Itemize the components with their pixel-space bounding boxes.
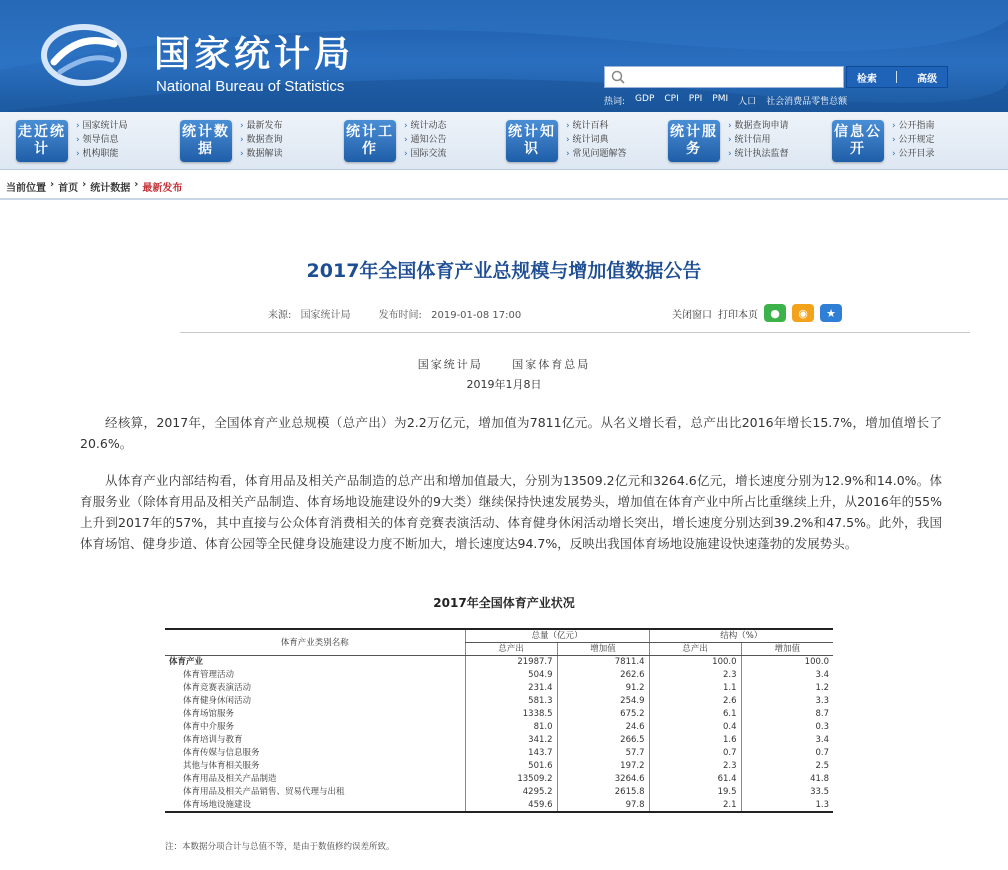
row-name-cell: 体育管理活动 [183,670,235,680]
issuer: 国家体育总局 [512,358,591,371]
nav-tile-knowledge[interactable]: 统计知识 [506,120,558,162]
article-issuers [0,356,1008,372]
value-cell: 197.2 [557,760,649,773]
nav-link[interactable]: › 通知公告 [404,134,446,147]
value-cell: 266.5 [557,734,649,747]
nav-links [240,120,282,161]
hotwords [604,94,847,107]
row-name-cell: 体育中介服务 [183,722,235,732]
value-cell: 21987.7 [465,656,557,669]
article-time [379,306,522,321]
nav-link[interactable]: › 统计信用 [728,134,788,147]
print-link[interactable]: 打印本页 [718,309,758,321]
value-cell: 3.4 [741,734,833,747]
site-name-en: National Bureau of Statistics [156,78,345,95]
article-source [268,306,351,321]
value-cell: 2.6 [649,695,741,708]
article-tools [672,304,842,322]
table-body [165,656,833,812]
wechat-share-icon[interactable]: ● [764,304,786,322]
row-name-cell: 体育传媒与信息服务 [183,748,260,758]
value-cell: 254.9 [557,695,649,708]
nav-group-service [668,120,788,162]
value-cell: 2.3 [649,669,741,682]
nav-link[interactable]: › 统计词典 [566,134,626,147]
chevron-right-icon: › [82,179,87,190]
value-cell: 33.5 [741,786,833,799]
table-note: 注：本数据分项合计与总值不等，是由于数值修约误差所致。 [165,842,395,852]
main-nav [0,112,1008,170]
table-title: 2017年全国体育产业状况 [433,596,575,610]
table-row [165,656,833,669]
hotword-link[interactable]: GDP [635,94,655,104]
nav-tile-service[interactable]: 统计服务 [668,120,720,162]
row-name-cell: 体育场馆服务 [183,709,235,719]
nav-links [728,120,788,161]
value-cell: 3264.6 [557,773,649,786]
value-cell: 143.7 [465,747,557,760]
value-cell: 1.1 [649,682,741,695]
value-cell: 2615.8 [557,786,649,799]
value-cell: 81.0 [465,721,557,734]
value-cell: 341.2 [465,734,557,747]
value-cell: 6.1 [649,708,741,721]
table-row [165,734,833,747]
breadcrumb-bar [0,170,1008,200]
nbs-logo-icon[interactable] [40,22,128,88]
value-cell: 2.5 [741,760,833,773]
nav-group-work [344,120,446,162]
hotword-link[interactable]: PMI [712,94,729,104]
value-cell: 581.3 [465,695,557,708]
nav-link[interactable]: › 统计动态 [404,120,446,133]
value-cell: 97.8 [557,799,649,812]
value-cell: 0.7 [649,747,741,760]
nav-link[interactable]: › 数据解读 [240,148,282,161]
nav-link[interactable]: › 公开指南 [892,120,934,133]
value-cell: 41.8 [741,773,833,786]
value-cell: 4295.2 [465,786,557,799]
nav-tile-work[interactable]: 统计工作 [344,120,396,162]
article-title: 2017年全国体育产业总规模与增加值数据公告 [306,260,702,282]
row-name-cell: 体育用品及相关产品制造 [183,774,277,784]
table-row [165,747,833,760]
divider [180,332,970,333]
weibo-share-icon[interactable]: ◉ [792,304,814,322]
article-paragraph: 经核算，2017年，全国体育产业总规模（总产出）为2.2万亿元，增加值为7811亿元。从名义增长看，总产出比2016年增长15.7%，增加值增长了20.6%。 [80,415,942,451]
breadcrumb [6,179,182,194]
row-name-cell: 体育竞赛表演活动 [183,683,252,693]
table-row [165,773,833,786]
nav-links [892,120,934,161]
value-cell: 19.5 [649,786,741,799]
time-label: 发布时间: [378,310,422,321]
site-name-cn: 国家统计局 [154,34,355,75]
nav-group-disclosure [832,120,934,162]
article-meta [268,306,521,321]
search-icon [611,70,625,84]
column-header: 增加值 [741,643,833,656]
value-cell: 3.4 [741,669,833,682]
column-group-header: 结构（%） [649,629,833,643]
value-cell: 504.9 [465,669,557,682]
row-name-cell: 体育用品及相关产品销售、贸易代理与出租 [183,787,345,797]
nav-group-knowledge [506,120,626,162]
table-row [165,799,833,812]
divider [896,71,897,83]
close-window-link[interactable]: 关闭窗口 [672,309,712,321]
value-cell: 459.6 [465,799,557,812]
nav-link[interactable]: › 统计执法监督 [728,148,788,161]
value-cell: 262.6 [557,669,649,682]
row-name-cell: 体育健身休闲活动 [183,696,252,706]
table-row [165,695,833,708]
value-cell: 24.6 [557,721,649,734]
time-value: 2019-01-08 17:00 [431,310,522,321]
nav-link[interactable]: › 数据查询申请 [728,120,788,133]
value-cell: 2.1 [649,799,741,812]
site-header [0,0,1008,112]
source-label: 来源: [268,310,292,321]
value-cell: 0.4 [649,721,741,734]
column-header: 增加值 [557,643,649,656]
advanced-search-button[interactable]: 高级 [917,73,938,85]
nav-link[interactable]: › 常见问题解答 [566,148,626,161]
nav-tile-data[interactable]: 统计数据 [180,120,232,162]
hotword-link[interactable]: CPI [664,94,679,104]
row-name-cell: 体育产业 [169,657,204,668]
header-background-swoosh [0,0,1008,112]
value-cell: 1.6 [649,734,741,747]
breadcrumb-prefix: 当前位置 [6,183,46,194]
value-cell: 0.7 [741,747,833,760]
column-header: 总产出 [465,643,557,656]
value-cell: 57.7 [557,747,649,760]
row-name-cell: 体育场地设施建设 [165,799,465,812]
nav-links [566,120,626,161]
source-value: 国家统计局 [300,310,351,321]
value-cell: 61.4 [649,773,741,786]
search-button[interactable]: 检索 [856,73,877,85]
hotword-link[interactable]: 人口 [738,97,757,107]
nav-link[interactable]: › 公开目录 [892,148,934,161]
nav-links [404,120,446,161]
value-cell: 501.6 [465,760,557,773]
column-header: 体育产业类别名称 [165,629,465,656]
table-row [165,669,833,682]
value-cell: 13509.2 [465,773,557,786]
chevron-right-icon: › [134,179,139,190]
row-name-cell: 体育培训与教育 [183,735,243,745]
search-button-group [846,66,948,88]
nav-links [76,120,127,161]
nav-tile-disclosure[interactable]: 信息公开 [832,120,884,162]
hotword-link[interactable]: 社会消费品零售总额 [766,97,848,107]
nav-link[interactable]: › 统计百科 [566,120,626,133]
breadcrumb-link-data[interactable]: 统计数据 [90,183,131,194]
nav-group-about [16,120,127,162]
value-cell: 91.2 [557,682,649,695]
table-row [165,760,833,773]
nav-link[interactable]: › 国际交流 [404,148,446,161]
nav-link[interactable]: › 国家统计局 [76,120,127,133]
column-header: 总产出 [649,643,741,656]
table-row [165,786,833,799]
article-paragraph: 从体育产业内部结构看，体育用品及相关产品制造的总产出和增加值最大，分别为13509.2亿元和3264.6亿元，增长速度分别为12.9%和14.0%。体育服务业（除体育用品及相关产品制造、体育场地设施建设外的9大类）继续保持快速发展势头，增加值在体育产业中所占比重继续上升，从2016年的55%上升到2017年的57%，其中直接与公众体育消费相关的体育竞赛表演活动、体育健身休闲活动增长突出，增长速度分别达到39.2%和47.5%。此外，我国体育场馆、健身步道、体育公园等全民健身设施建设力度不断加大，增长速度达94.7%，反映出我国体育场地设施建设快速蓬勃的发展势头。 [80,473,942,551]
nav-link[interactable]: › 机构职能 [76,148,127,161]
value-cell: 8.7 [741,708,833,721]
value-cell: 1.2 [741,682,833,695]
value-cell: 2.3 [649,760,741,773]
value-cell: 1338.5 [465,708,557,721]
value-cell: 3.3 [741,695,833,708]
nav-group-data [180,120,282,162]
nav-link[interactable]: › 数据查询 [240,134,282,147]
nav-link[interactable]: › 领导信息 [76,134,127,147]
breadcrumb-current[interactable]: 最新发布 [142,183,183,194]
nav-tile-about[interactable]: 走近统计 [16,120,68,162]
star-favorite-icon[interactable]: ★ [820,304,842,322]
column-group-header: 总量（亿元） [465,629,649,643]
data-table [165,628,833,813]
value-cell: 100.0 [649,656,741,669]
article-date: 2019年1月8日 [466,378,542,391]
value-cell: 0.3 [741,721,833,734]
hotword-link[interactable]: PPI [688,94,703,104]
value-cell: 100.0 [741,656,833,669]
search-input[interactable] [604,66,844,88]
row-name-cell: 其他与体育相关服务 [183,761,260,771]
table-row [165,721,833,734]
nav-link[interactable]: › 最新发布 [240,120,282,133]
value-cell: 7811.4 [557,656,649,669]
nav-link[interactable]: › 公开规定 [892,134,934,147]
value-cell: 675.2 [557,708,649,721]
value-cell: 231.4 [465,682,557,695]
issuer: 国家统计局 [417,358,483,371]
breadcrumb-link-home[interactable]: 首页 [58,183,79,194]
hotwords-label: 热词: [604,97,626,107]
value-cell: 1.3 [741,799,833,812]
chevron-right-icon: › [50,179,55,190]
table-row [165,682,833,695]
table-row [165,708,833,721]
